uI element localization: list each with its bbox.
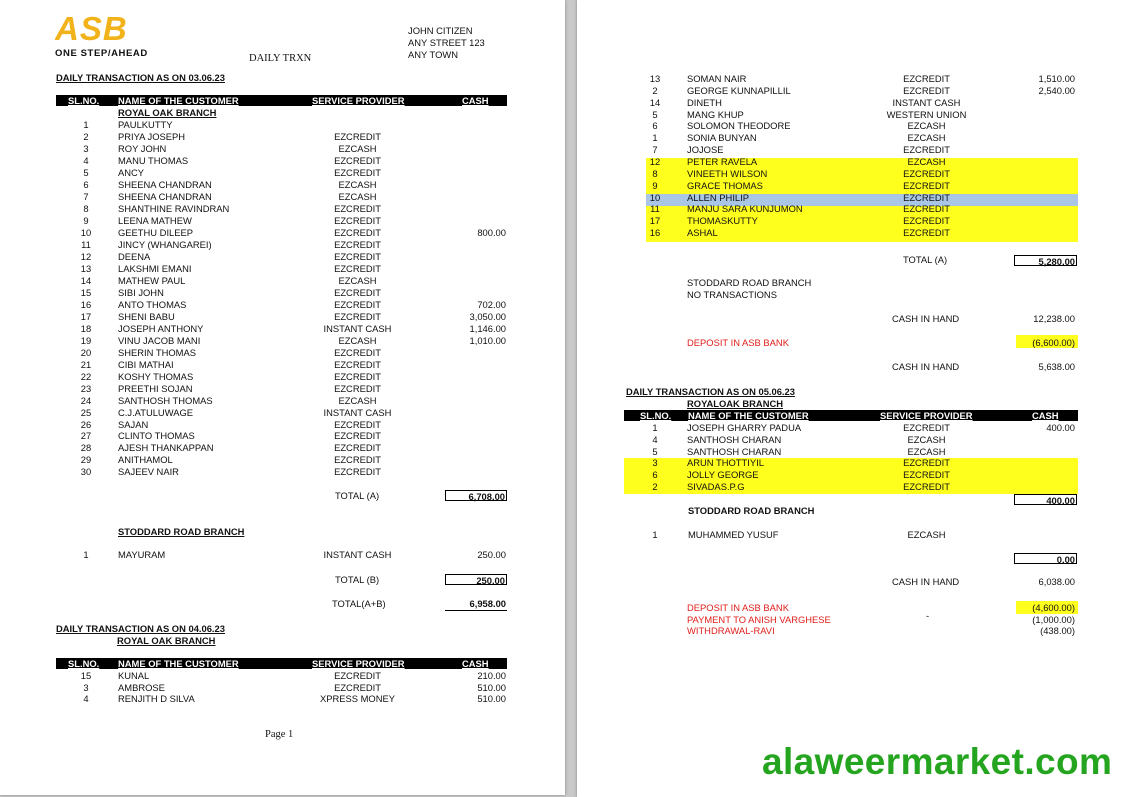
row-slno: 21 — [80, 358, 92, 370]
row-slno: 13 — [649, 73, 661, 84]
row-provider: EZCREDIT — [334, 670, 381, 681]
deposit-value: (6,600.00) — [1032, 337, 1075, 348]
row-provider: EZCREDIT — [903, 73, 950, 84]
row-slno: 8 — [83, 202, 89, 214]
cash-in-hand-label: CASH IN HAND — [892, 576, 960, 587]
row-cash: 800.00 — [477, 226, 506, 238]
row-cash: 510.00 — [477, 693, 506, 704]
row-provider: EZCREDIT — [903, 215, 950, 227]
row-customer: C.J.ATULUWAGE — [118, 406, 194, 418]
branch-title: ROYAL OAK BRANCH — [117, 635, 216, 646]
row-customer: RENJITH D SILVA — [118, 693, 195, 704]
row-provider: EZCASH — [338, 142, 377, 154]
row-customer: JOSEPH ANTHONY — [118, 322, 204, 334]
row-customer: SONIA BUNYAN — [687, 132, 757, 144]
total-b-label: TOTAL (B) — [335, 574, 380, 585]
row-customer: PREETHI SOJAN — [118, 382, 193, 394]
row-slno: 11 — [650, 203, 660, 215]
row-cash: 1,010.00 — [469, 334, 506, 346]
row-provider: EZCREDIT — [334, 238, 381, 250]
header-provider: SERVICE PROVIDER — [312, 95, 405, 106]
row-slno: 1 — [652, 132, 658, 144]
subtotal-value: 400.00 — [1014, 494, 1077, 505]
row-provider: EZCREDIT — [903, 481, 950, 492]
row-customer: LEENA MATHEW — [118, 214, 192, 226]
row-provider: EZCREDIT — [334, 298, 381, 310]
row-customer: LAKSHMI EMANI — [118, 262, 192, 274]
address-line: ANY STREET 123 — [408, 37, 485, 48]
header-customer: NAME OF THE CUSTOMER — [118, 658, 239, 669]
branch-title: ROYALOAK BRANCH — [687, 398, 784, 409]
row-slno: 13 — [80, 262, 92, 274]
branch-title: ROYAL OAK BRANCH — [118, 107, 217, 118]
row-customer: DEENA — [118, 250, 151, 262]
row-slno: 20 — [80, 346, 92, 358]
row-provider: EZCASH — [338, 334, 377, 346]
branch-title: STODDARD ROAD BRANCH — [687, 277, 812, 288]
row-slno: 14 — [649, 96, 661, 108]
row-cash: 3,050.00 — [469, 310, 506, 322]
deposit-label: DEPOSIT IN ASB BANK — [687, 337, 789, 348]
row-provider: EZCREDIT — [903, 167, 950, 179]
header-provider: SERVICE PROVIDER — [880, 410, 973, 421]
row-customer: SANTHOSH CHARAN — [687, 433, 782, 445]
row-slno: 15 — [80, 286, 92, 298]
row-slno: 6 — [652, 120, 658, 132]
row-provider: EZCREDIT — [334, 382, 381, 394]
row-customer: GRACE THOMAS — [687, 179, 763, 191]
row-slno: 16 — [80, 298, 92, 310]
asb-logo-mark — [55, 13, 167, 47]
row-customer: SANTHOSH THOMAS — [118, 394, 213, 406]
cash-in-hand-value: 5,638.00 — [1038, 361, 1075, 372]
row-customer: KOSHY THOMAS — [118, 370, 194, 382]
row-customer: SHENI BABU — [118, 310, 175, 322]
address-line: JOHN CITIZEN — [408, 25, 473, 36]
table-header — [56, 95, 507, 106]
row-provider: EZCREDIT — [334, 286, 381, 298]
row-provider: EZCREDIT — [334, 442, 381, 454]
row-slno: 28 — [80, 442, 92, 454]
row-cash: 210.00 — [477, 670, 506, 681]
row-cash: 1,146.00 — [469, 322, 506, 334]
row-customer: VINEETH WILSON — [687, 167, 768, 179]
row-slno: 14 — [80, 274, 92, 286]
page-number: Page 1 — [265, 729, 294, 740]
row-cash: 400.00 — [1046, 422, 1075, 433]
row-slno: 30 — [80, 466, 92, 478]
payment-value: (1,000.00) — [1032, 614, 1075, 625]
document-page-2 — [577, 0, 1139, 797]
branch-title: STODDARD ROAD BRANCH — [118, 526, 245, 537]
header-slno: SL.NO. — [68, 95, 100, 106]
row-provider: EZCREDIT — [334, 250, 381, 262]
row-customer: SHEENA CHANDRAN — [118, 178, 212, 190]
row-slno: 15 — [80, 670, 92, 681]
row-slno: 2 — [652, 481, 658, 492]
row-provider: EZCREDIT — [334, 214, 381, 226]
row-slno: 5 — [652, 445, 658, 457]
row-customer: ANITHAMOL — [118, 454, 173, 466]
row-slno: 23 — [80, 382, 92, 394]
row-slno: 2 — [652, 84, 658, 96]
logo-tagline: ONE STEP/AHEAD — [55, 48, 148, 59]
row-provider: EZCREDIT — [334, 358, 381, 370]
total-b-value: 250.00 — [445, 574, 507, 585]
row-customer: MANG KHUP — [687, 108, 744, 120]
row-provider: EZCREDIT — [334, 226, 381, 238]
row-slno: 18 — [80, 322, 92, 334]
row-provider: EZCREDIT — [903, 203, 950, 215]
row-slno: 17 — [80, 310, 92, 322]
cash-in-hand-label: CASH IN HAND — [892, 313, 960, 324]
row-slno: 4 — [652, 433, 658, 445]
section-date-title: DAILY TRANSACTION AS ON 05.06.23 — [626, 386, 795, 397]
row-slno: 5 — [83, 166, 89, 178]
row-provider: EZCREDIT — [334, 262, 381, 274]
row-customer: CIBI MATHAI — [118, 358, 174, 370]
row-customer: JOLLY GEORGE — [687, 469, 759, 481]
cash-in-hand-value: 12,238.00 — [1033, 313, 1075, 324]
row-slno: 9 — [83, 214, 89, 226]
total-a-value: 5,280.00 — [1014, 255, 1077, 266]
row-customer: AMBROSE — [118, 681, 165, 693]
header-cash: CASH — [462, 658, 489, 669]
row-slno: 27 — [80, 430, 92, 442]
row-provider: EZCREDIT — [903, 469, 950, 481]
row-provider: EZCREDIT — [334, 430, 381, 442]
row-customer: SIVADAS.P.G — [687, 481, 745, 492]
tick-mark: - — [926, 610, 930, 621]
row-cash: 510.00 — [477, 681, 506, 693]
row-slno: 4 — [83, 693, 89, 704]
row-slno: 1 — [83, 549, 89, 560]
row-customer: SOMAN NAIR — [687, 73, 747, 84]
row-customer: SHERIN THOMAS — [118, 346, 196, 358]
cash-in-hand-label: CASH IN HAND — [892, 361, 960, 372]
row-cash: 702.00 — [477, 298, 506, 310]
row-provider: EZCASH — [338, 394, 377, 406]
payment-label: PAYMENT TO ANISH VARGHESE — [687, 614, 831, 625]
row-provider: INSTANT CASH — [323, 549, 392, 560]
row-customer: MAYURAM — [118, 549, 166, 560]
row-provider: EZCREDIT — [334, 454, 381, 466]
row-slno: 1 — [83, 119, 89, 130]
deposit-value: (4,600.00) — [1032, 602, 1075, 613]
row-customer: SOLOMON THEODORE — [687, 120, 791, 132]
row-customer: ARUN THOTTIYIL — [687, 457, 764, 469]
row-provider: EZCREDIT — [903, 191, 950, 203]
row-slno: 16 — [649, 227, 661, 239]
row-customer: SAJAN — [118, 418, 149, 430]
withdrawal-value: (438.00) — [1040, 625, 1075, 636]
row-provider: EZCASH — [907, 155, 946, 167]
header-customer: NAME OF THE CUSTOMER — [688, 410, 809, 421]
row-provider: EZCREDIT — [903, 179, 950, 191]
address-line: ANY TOWN — [408, 49, 459, 60]
row-customer: SHEENA CHANDRAN — [118, 190, 212, 202]
row-customer: ASHAL — [687, 227, 718, 239]
row-customer: SHANTHINE RAVINDRAN — [118, 202, 230, 214]
row-slno: 10 — [649, 191, 661, 203]
row-customer: DINETH — [687, 96, 722, 108]
row-provider: EZCASH — [338, 178, 377, 190]
asb-logo — [55, 13, 167, 59]
branch-title: STODDARD ROAD BRANCH — [688, 505, 815, 516]
row-provider: EZCREDIT — [334, 130, 381, 142]
document-title: DAILY TRXN — [249, 53, 312, 64]
row-customer: CLINTO THOMAS — [118, 430, 195, 442]
header-slno: SL.NO. — [640, 410, 672, 421]
row-slno: 4 — [83, 154, 89, 166]
row-customer: THOMASKUTTY — [687, 215, 758, 227]
row-customer: ANTO THOMAS — [118, 298, 187, 310]
total-a-value: 6,708.00 — [445, 490, 507, 501]
row-slno: 26 — [80, 418, 92, 430]
row-slno: 10 — [80, 226, 92, 238]
row-provider: EZCREDIT — [334, 681, 381, 693]
row-provider: EZCASH — [907, 445, 946, 457]
row-slno: 25 — [80, 406, 92, 418]
row-slno: 3 — [83, 142, 89, 154]
row-customer: PRIYA JOSEPH — [118, 130, 186, 142]
table-header — [56, 658, 507, 669]
deposit-label: DEPOSIT IN ASB BANK — [687, 602, 789, 613]
row-provider: EZCREDIT — [334, 418, 381, 430]
no-transactions: NO TRANSACTIONS — [687, 289, 777, 300]
row-slno: 12 — [80, 250, 92, 262]
table-header — [624, 410, 1078, 421]
row-slno: 6 — [83, 178, 89, 190]
row-slno: 3 — [652, 457, 658, 469]
row-customer: SIBI JOHN — [118, 286, 164, 298]
total-a-label: TOTAL (A) — [335, 490, 380, 501]
row-customer: SAJEEV NAIR — [118, 466, 179, 478]
row-slno: 11 — [81, 238, 91, 250]
row-customer: VINU JACOB MANI — [118, 334, 201, 346]
row-customer: GEETHU DILEEP — [118, 226, 194, 238]
row-customer: JINCY (WHANGAREI) — [118, 238, 212, 250]
row-slno: 12 — [649, 155, 661, 167]
row-provider: EZCREDIT — [334, 202, 381, 214]
row-provider: EZCASH — [907, 120, 946, 132]
row-provider: EZCASH — [907, 529, 946, 540]
row-slno: 3 — [83, 681, 89, 693]
header-customer: NAME OF THE CUSTOMER — [118, 95, 239, 106]
row-slno: 29 — [80, 454, 92, 466]
row-slno: 19 — [80, 334, 92, 346]
row-provider: EZCREDIT — [334, 154, 381, 166]
withdrawal-label: WITHDRAWAL-RAVI — [687, 625, 775, 636]
row-provider: EZCREDIT — [334, 370, 381, 382]
row-cash: 250.00 — [477, 549, 506, 560]
row-customer: JOSEPH GHARRY PADUA — [687, 422, 802, 433]
row-provider: EZCREDIT — [903, 144, 950, 156]
row-slno: 24 — [80, 394, 92, 406]
row-provider: EZCREDIT — [903, 422, 950, 433]
row-provider: EZCREDIT — [334, 466, 381, 478]
total-underline — [445, 610, 507, 611]
header-provider: SERVICE PROVIDER — [312, 658, 405, 669]
total-a-label: TOTAL (A) — [903, 254, 948, 265]
row-cash: 2,540.00 — [1038, 84, 1075, 96]
row-customer: MANU THOMAS — [118, 154, 189, 166]
row-slno: 1 — [652, 422, 658, 433]
logo-brand-text: ASB — [55, 13, 128, 47]
branch-total-value: 0.00 — [1014, 553, 1077, 564]
row-customer: MATHEW PAUL — [118, 274, 186, 286]
row-slno: 2 — [83, 130, 89, 142]
row-slno: 6 — [652, 469, 658, 481]
row-provider: EZCASH — [907, 132, 946, 144]
row-provider: EZCREDIT — [334, 310, 381, 322]
row-cash: 1,510.00 — [1038, 73, 1075, 84]
row-slno: 7 — [652, 144, 658, 156]
row-provider: INSTANT CASH — [892, 96, 961, 108]
row-customer: KUNAL — [118, 670, 150, 681]
row-provider: XPRESS MONEY — [319, 693, 396, 704]
row-customer: SANTHOSH CHARAN — [687, 445, 782, 457]
row-provider: EZCREDIT — [903, 457, 950, 469]
row-slno: 9 — [652, 179, 658, 191]
row-slno: 5 — [652, 108, 658, 120]
row-slno: 8 — [652, 167, 658, 179]
row-provider: EZCREDIT — [334, 346, 381, 358]
row-slno: 22 — [80, 370, 92, 382]
section-date-title: DAILY TRANSACTION AS ON 03.06.23 — [56, 72, 225, 83]
total-ab-value: 6,958.00 — [469, 598, 506, 609]
row-provider: EZCREDIT — [903, 84, 950, 96]
row-customer: ROY JOHN — [118, 142, 167, 154]
row-provider: EZCASH — [907, 433, 946, 445]
total-ab-label: TOTAL(A+B) — [332, 598, 386, 609]
header-cash: CASH — [1032, 410, 1059, 421]
row-provider: INSTANT CASH — [323, 406, 392, 418]
section-date-title: DAILY TRANSACTION AS ON 04.06.23 — [56, 623, 225, 634]
row-customer: ANCY — [118, 166, 145, 178]
row-customer: JOJOSE — [687, 144, 724, 156]
row-provider: EZCASH — [338, 274, 377, 286]
row-provider: EZCREDIT — [334, 166, 381, 178]
row-provider: WESTERN UNION — [886, 108, 967, 120]
row-customer: GEORGE KUNNAPILLIL — [687, 84, 791, 96]
row-customer: PETER RAVELA — [687, 155, 758, 167]
header-cash: CASH — [462, 95, 489, 106]
row-slno: 7 — [83, 190, 89, 202]
row-slno: 1 — [652, 529, 658, 540]
row-slno: 17 — [649, 215, 661, 227]
row-provider: INSTANT CASH — [323, 322, 392, 334]
document-page-1 — [0, 0, 565, 795]
cash-in-hand-value: 6,038.00 — [1038, 576, 1075, 587]
row-provider: EZCREDIT — [903, 227, 950, 239]
row-customer: ALLEN PHILIP — [687, 191, 750, 203]
row-customer: MANJU SARA KUNJUMON — [687, 203, 803, 215]
header-slno: SL.NO. — [68, 658, 100, 669]
row-customer: AJESH THANKAPPAN — [118, 442, 214, 454]
row-customer: PAULKUTTY — [118, 119, 173, 130]
row-customer: MUHAMMED YUSUF — [688, 529, 779, 540]
watermark-text: alaweermarket.com — [762, 741, 1113, 782]
row-provider: EZCASH — [338, 190, 377, 202]
